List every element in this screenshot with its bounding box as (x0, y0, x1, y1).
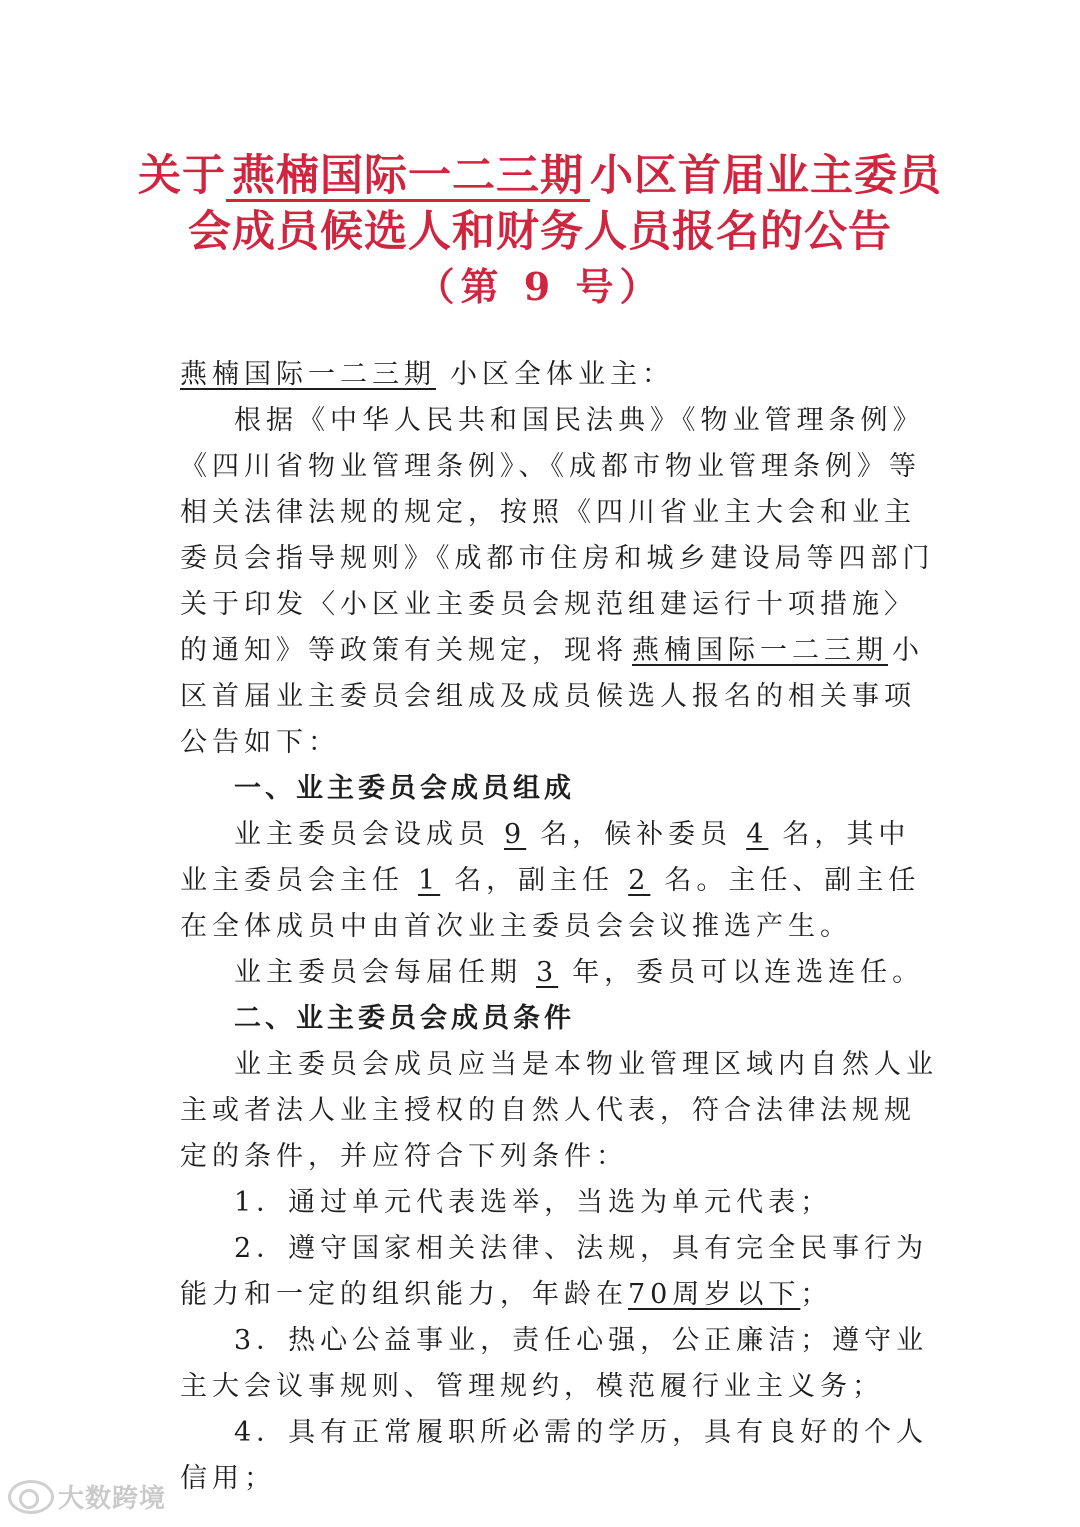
paragraph-text: 小区首届业主委员会组成及成员候选人报名的相关事项公告如下： (180, 635, 924, 758)
section2-intro: 业主委员会成员应当是本物业管理区域内自然人业主或者法人业主授权的自然人代表，符合法律法规规定的条件，并应符合下列条件： (180, 1049, 938, 1172)
paragraph-text: 年，委员可以连选连任。 (572, 957, 925, 988)
salutation (180, 352, 940, 398)
section1-paragraph (180, 812, 940, 950)
salutation-suffix: 小区全体业主： (450, 359, 674, 390)
title-line-1 (0, 142, 1080, 203)
salutation-community: 燕楠国际一二三期 (180, 359, 436, 390)
term-years: 3 (536, 957, 559, 988)
condition-item-4: 4．具有正常履职所必需的学历，具有良好的个人信用； (180, 1417, 929, 1494)
section2-heading: 二、业主委员会成员条件 (234, 1003, 575, 1034)
alternate-count: 4 (746, 819, 769, 850)
notice-number: （第 9 号） (416, 264, 664, 309)
section1-heading: 一、业主委员会成员组成 (234, 773, 575, 804)
watermark-text: 大数跨境 (58, 1484, 167, 1514)
watermark-logo-icon (8, 1480, 54, 1514)
condition-item-2 (180, 1226, 940, 1318)
paragraph-text: ； (800, 1279, 833, 1310)
notice-body (180, 352, 940, 1502)
chair-count: 1 (418, 865, 441, 896)
age-limit: 70周岁以下 (628, 1279, 801, 1310)
paragraph-text: 业主委员会设成员 (234, 819, 490, 850)
title-community-fill: 燕楠国际一二三期 (226, 154, 590, 202)
title-line-2: 会成员候选人和财务人员报名的公告 (188, 207, 892, 257)
paragraph-legal-basis (180, 398, 940, 766)
condition-item-1: 1．通过单元代表选举，当选为单元代表； (234, 1187, 833, 1218)
paragraph-text: 名，副主任 (454, 865, 615, 896)
paragraph-text: 名。主任、副主任在全体成员中由首次业主委员会会议推选产生。 (180, 865, 921, 942)
vice-chair-count: 2 (628, 865, 651, 896)
paragraph-text: 业主委员会每届任期 (234, 957, 522, 988)
term-paragraph (180, 950, 940, 996)
condition-item-3: 3．热心公益事业，责任心强，公正廉洁；遵守业主大会议事规则、管理规约，模范履行业主义务； (180, 1325, 929, 1402)
title-prefix: 关于 (138, 151, 226, 201)
paragraph-text: 名，其中业主委员会主任 (180, 819, 911, 896)
member-count: 9 (504, 819, 527, 850)
title-suffix: 小区首届业主委员 (590, 151, 942, 201)
paragraph-text: 根据《中华人民共和国民法典》《物业管理条例》《四川省物业管理条例》、《成都市物业管理条例》等相关法律法规的规定，按照《四川省业主大会和业主委员会指导规则》《成都市住房和城乡建设局等四部门关于印发〈小区业主委员会规范组建运行十项措施〉的通知》等政策有关规定，现将 (180, 405, 935, 666)
watermark (8, 1478, 166, 1515)
paragraph-text: 2．遵守国家相关法律、法规，具有完全民事行为能力和一定的组织能力，年龄在 (180, 1233, 929, 1310)
paragraph-community: 燕楠国际一二三期 (632, 635, 888, 666)
paragraph-text: 名，候补委员 (540, 819, 733, 850)
